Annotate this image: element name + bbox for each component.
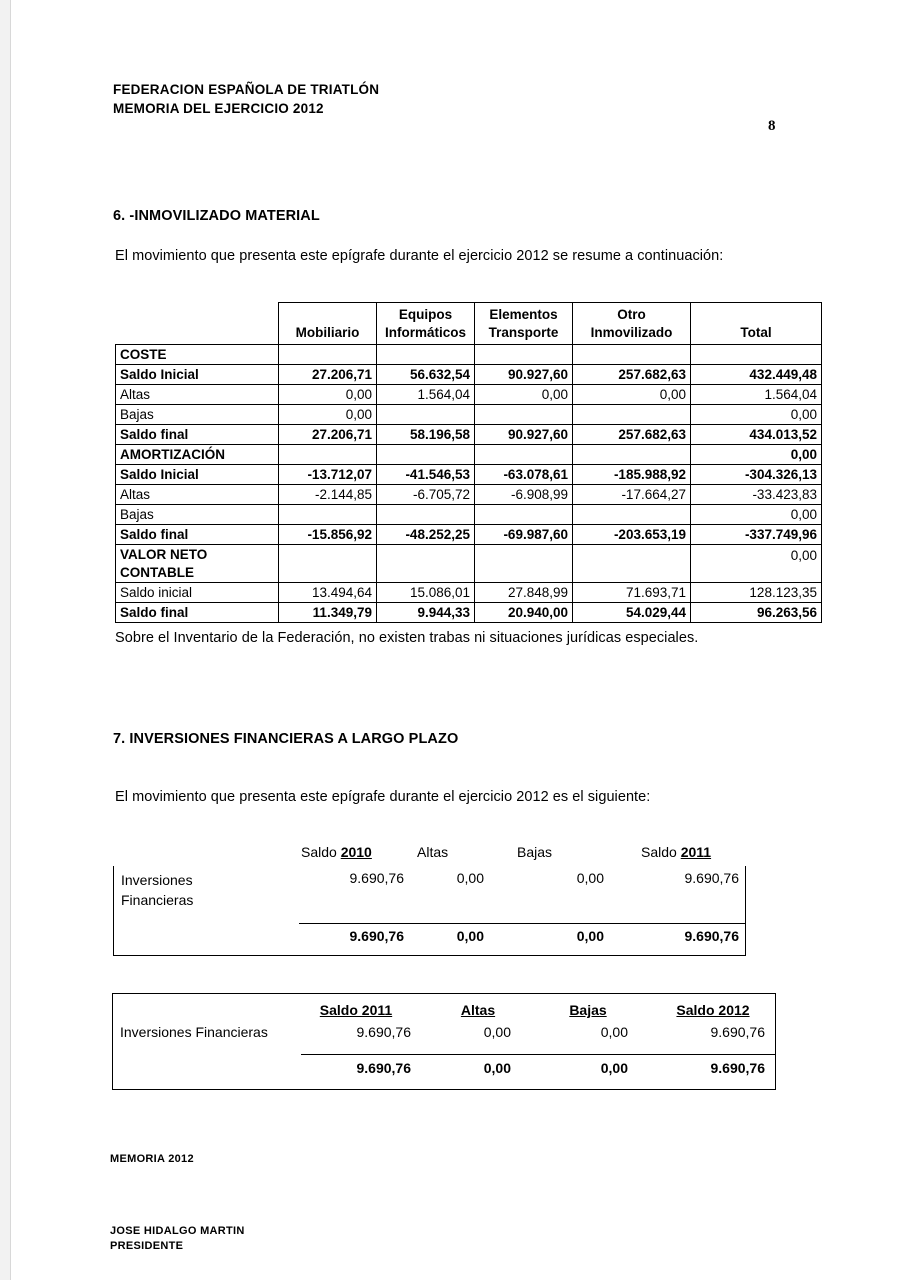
column-header-equipos-informaticos [377,303,475,345]
cell-equipos-informaticos: 15.086,01 [377,583,475,603]
table1-header-saldo-2010-year: 2010 [340,844,372,860]
cell-elementos-transporte: -63.078,61 [475,465,573,485]
column-header-equipos-line2: Informáticos [384,325,466,340]
table-row [116,405,822,425]
row-label: Saldo inicial [116,583,279,603]
cell-equipos-informaticos [377,345,475,365]
column-header-otro-inmovilizado [573,303,691,345]
row-label: Saldo final [116,603,279,623]
cell-mobiliario: 27.206,71 [279,425,377,445]
cell-otro-inmovilizado: 257.682,63 [573,425,691,445]
cell-total: 0,00 [691,505,822,525]
footer-signature-role: PRESIDENTE [110,1240,184,1252]
table2-row-saldo-2012: 9.690,76 [710,1024,765,1040]
inversiones-financieras-table-2011 [113,844,746,956]
cell-mobiliario: 0,00 [279,385,377,405]
table-row [116,505,822,525]
row-label: Saldo final [116,525,279,545]
footer-signature-name: JOSE HIDALGO MARTIN [110,1225,245,1237]
table1-header-bajas: Bajas [517,844,553,860]
cell-total: 0,00 [691,405,822,425]
table2-row-label: Inversiones Financieras [120,1024,268,1040]
table2-header-altas: Altas [460,1002,496,1018]
table-header-row [116,303,822,345]
cell-elementos-transporte: -69.987,60 [475,525,573,545]
cell-mobiliario [279,445,377,465]
section-7-intro: El movimiento que presenta este epígrafe durante el ejercicio 2012 es el siguiente: [115,789,651,805]
footer-signature [110,1224,245,1254]
cell-mobiliario: 11.349,79 [279,603,377,623]
cell-total: -337.749,96 [691,525,822,545]
cell-otro-inmovilizado: -17.664,27 [573,485,691,505]
table1-row-altas: 0,00 [456,870,484,886]
cell-otro-inmovilizado: 71.693,71 [573,583,691,603]
cell-mobiliario [279,545,377,583]
cell-mobiliario: -2.144,85 [279,485,377,505]
column-header-otro-line1: Otro [617,307,646,322]
table1-total-saldo-2010: 9.690,76 [349,928,404,944]
table2-row-saldo-2011: 9.690,76 [356,1024,411,1040]
column-header-elementos-transporte [475,303,573,345]
row-label: Saldo Inicial [116,365,279,385]
cell-otro-inmovilizado: 54.029,44 [573,603,691,623]
table-row [116,365,822,385]
cell-total: 0,00 [691,545,822,583]
valor-neto-line2: CONTABLE [120,565,194,580]
cell-total: 96.263,56 [691,603,822,623]
cell-equipos-informaticos [377,545,475,583]
table-body [116,345,822,623]
cell-otro-inmovilizado: 257.682,63 [573,365,691,385]
cell-equipos-informaticos [377,505,475,525]
cell-elementos-transporte [475,405,573,425]
table2-header-bajas: Bajas [569,1002,607,1018]
table1-header-saldo-2010-prefix: Saldo [301,844,337,860]
cell-equipos-informaticos: -41.546,53 [377,465,475,485]
table1-total-altas: 0,00 [456,928,484,944]
table1-total-separator [299,923,745,924]
footer-memoria: MEMORIA 2012 [110,1153,194,1165]
section-6-note: Sobre el Inventario de la Federación, no existen trabas ni situaciones jurídicas especiales. [115,630,699,646]
cell-mobiliario: -15.856,92 [279,525,377,545]
column-header-blank [116,303,279,345]
table1-row-label-line2: Financieras [121,892,194,908]
table-row [116,583,822,603]
column-header-total-line2: Total [740,325,772,340]
document-header [113,80,379,118]
column-header-total [691,303,822,345]
cell-elementos-transporte: 20.940,00 [475,603,573,623]
table2-row-altas: 0,00 [483,1024,511,1040]
column-header-mobiliario [279,303,377,345]
section-7-title: 7. INVERSIONES FINANCIERAS A LARGO PLAZO [113,731,459,747]
cell-elementos-transporte: 0,00 [475,385,573,405]
table-row [116,485,822,505]
cell-total: 0,00 [691,445,822,465]
table1-header-saldo-2011 [641,844,761,860]
section-6-title: 6. -INMOVILIZADO MATERIAL [113,208,320,224]
inversiones-financieras-table-2012 [112,993,776,1090]
table2-total-saldo-2012: 9.690,76 [710,1060,765,1076]
row-label: Saldo final [116,425,279,445]
cell-otro-inmovilizado [573,345,691,365]
cell-equipos-informaticos: 56.632,54 [377,365,475,385]
table1-header-saldo-2011-year: 2011 [680,844,712,860]
cell-equipos-informaticos: -6.705,72 [377,485,475,505]
cell-mobiliario: 27.206,71 [279,365,377,385]
row-label: Bajas [116,505,279,525]
cell-mobiliario [279,345,377,365]
cell-total: -304.326,13 [691,465,822,485]
table1-row-saldo-2010: 9.690,76 [349,870,404,886]
table1-row-label-line1: Inversiones [121,872,193,888]
cell-otro-inmovilizado [573,405,691,425]
cell-equipos-informaticos: 1.564,04 [377,385,475,405]
table-row [116,465,822,485]
table-row [116,545,822,583]
cell-elementos-transporte: 90.927,60 [475,365,573,385]
cell-total: 432.449,48 [691,365,822,385]
row-label: COSTE [116,345,279,365]
cell-otro-inmovilizado [573,445,691,465]
cell-otro-inmovilizado: -203.653,19 [573,525,691,545]
valor-neto-line1: VALOR NETO [120,547,208,562]
section-6-intro: El movimiento que presenta este epígrafe durante el ejercicio 2012 se resume a continuación: [115,248,724,264]
cell-mobiliario: -13.712,07 [279,465,377,485]
row-label: Altas [116,385,279,405]
table1-header-row [114,844,745,864]
cell-otro-inmovilizado: -185.988,92 [573,465,691,485]
row-label: Bajas [116,405,279,425]
cell-mobiliario: 13.494,64 [279,583,377,603]
cell-equipos-informaticos: -48.252,25 [377,525,475,545]
table1-row-saldo-2011: 9.690,76 [684,870,739,886]
table-header [116,303,822,345]
header-subtitle: MEMORIA DEL EJERCICIO 2012 [113,101,324,116]
table-row [116,345,822,365]
cell-elementos-transporte [475,545,573,583]
column-header-equipos-line1: Equipos [398,307,453,322]
cell-total: -33.423,83 [691,485,822,505]
table2-header-saldo-2011: Saldo 2011 [319,1002,393,1018]
cell-elementos-transporte [475,505,573,525]
row-label: Saldo Inicial [116,465,279,485]
cell-elementos-transporte: 90.927,60 [475,425,573,445]
table2-header-saldo-2012: Saldo 2012 [676,1002,750,1018]
cell-otro-inmovilizado [573,505,691,525]
table1-total-bajas: 0,00 [576,928,604,944]
column-header-transporte-line2: Transporte [488,325,559,340]
cell-total: 434.013,52 [691,425,822,445]
table1-total-saldo-2011: 9.690,76 [684,928,739,944]
table1-header-saldo-2010 [301,844,416,860]
table-row [116,445,822,465]
cell-otro-inmovilizado: 0,00 [573,385,691,405]
column-header-otro-line2: Inmovilizado [590,325,673,340]
table-row [116,525,822,545]
table2-total-saldo-2011: 9.690,76 [356,1060,411,1076]
cell-elementos-transporte: -6.908,99 [475,485,573,505]
table1-header-saldo-2011-prefix: Saldo [641,844,677,860]
cell-elementos-transporte [475,445,573,465]
cell-elementos-transporte: 27.848,99 [475,583,573,603]
cell-otro-inmovilizado [573,545,691,583]
column-header-transporte-line1: Elementos [489,307,558,322]
cell-mobiliario [279,505,377,525]
table-row [116,603,822,623]
scan-edge-artifact [0,0,11,1280]
inmovilizado-material-table [115,302,822,623]
header-organization: FEDERACION ESPAÑOLA DE TRIATLÓN [113,82,380,97]
cell-total: 128.123,35 [691,583,822,603]
table1-row-bajas: 0,00 [576,870,604,886]
cell-total: 1.564,04 [691,385,822,405]
table2-row-bajas: 0,00 [600,1024,628,1040]
cell-total [691,345,822,365]
cell-equipos-informaticos [377,445,475,465]
table2-total-separator [301,1054,776,1055]
cell-mobiliario: 0,00 [279,405,377,425]
row-label: Altas [116,485,279,505]
page-number: 8 [768,118,776,134]
row-label-valor-neto-contable [116,545,279,583]
table-row [116,425,822,445]
cell-elementos-transporte [475,345,573,365]
table-row [116,385,822,405]
table1-header-altas: Altas [417,844,449,860]
cell-equipos-informaticos: 9.944,33 [377,603,475,623]
row-label: AMORTIZACIÓN [116,445,279,465]
column-header-mobiliario-line2: Mobiliario [295,325,360,340]
cell-equipos-informaticos [377,405,475,425]
table2-total-altas: 0,00 [483,1060,511,1076]
table2-total-bajas: 0,00 [600,1060,628,1076]
table1-row-label [121,870,193,910]
cell-equipos-informaticos: 58.196,58 [377,425,475,445]
